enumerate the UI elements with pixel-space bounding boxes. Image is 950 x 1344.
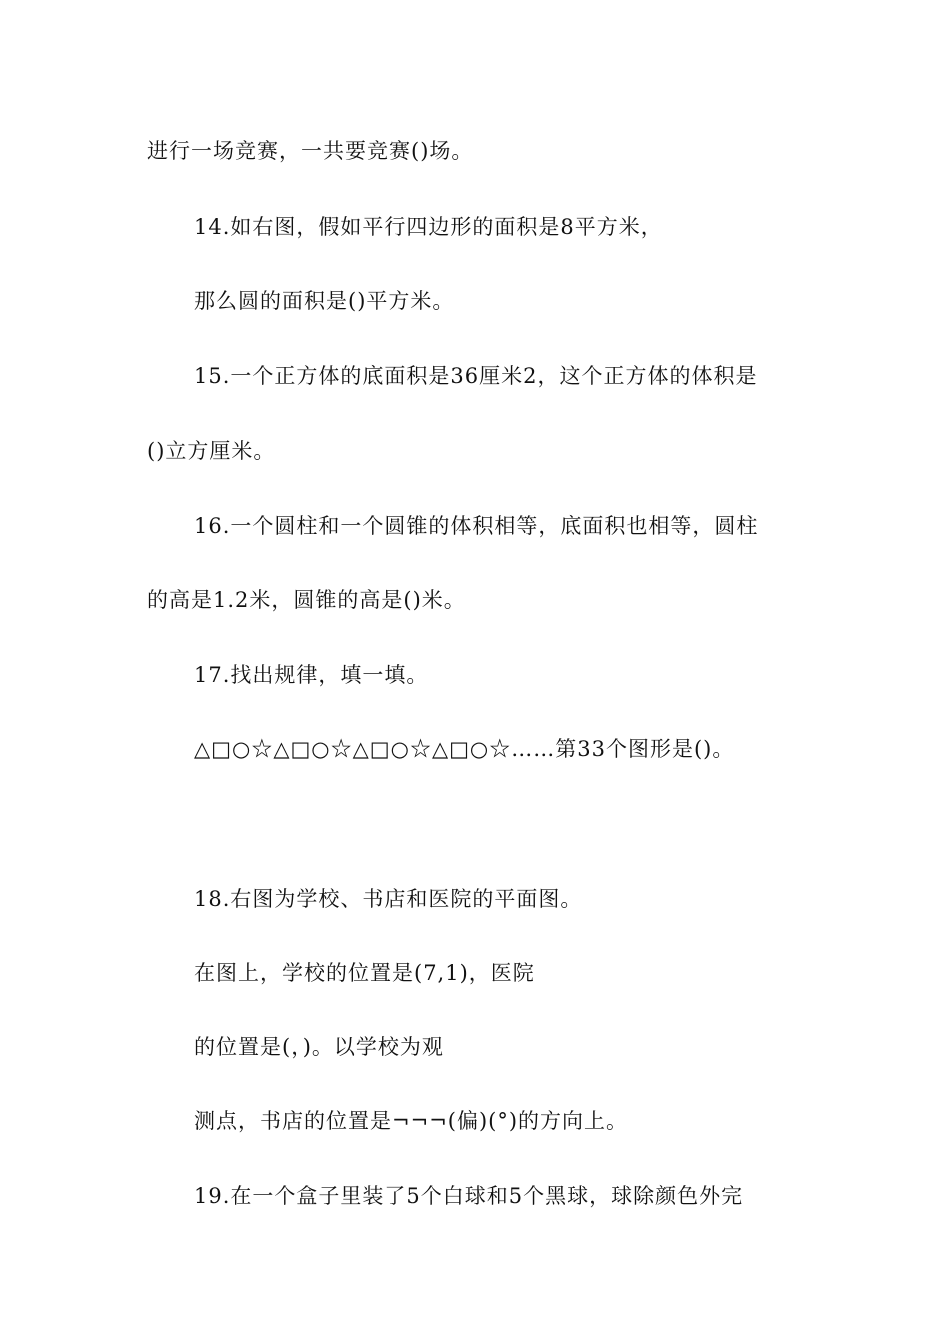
text-line-q15: 15.一个正方体的底面积是36厘米2，这个正方体的体积是: [194, 364, 758, 388]
text-line-q19: 19.在一个盒子里装了5个白球和5个黑球，球除颜色外完: [194, 1184, 744, 1208]
text-line-q18-bookstore-direction: 测点，书店的位置是¬¬¬(偏)(°)的方向上。: [194, 1109, 629, 1133]
text-line-q18-school-position: 在图上，学校的位置是(7,1)，医院: [194, 961, 535, 985]
text-line-q16: 16.一个圆柱和一个圆锥的体积相等，底面积也相等，圆柱: [194, 514, 759, 538]
text-line-q17-pattern: △□○☆△□○☆△□○☆△□○☆……第33个图形是()。: [194, 737, 735, 761]
text-line-q14: 14.如右图，假如平行四边形的面积是8平方米，: [194, 215, 663, 239]
text-line-q17: 17.找出规律，填一填。: [194, 663, 429, 687]
text-line-q18-hospital-position: 的位置是(，)。以学校为观: [194, 1035, 444, 1059]
text-line-q16-continuation: 的高是1.2米，圆锥的高是()米。: [147, 588, 466, 612]
text-line-q13-continuation: 进行一场竞赛，一共要竞赛()场。: [147, 139, 474, 163]
text-line-q18: 18.右图为学校、书店和医院的平面图。: [194, 887, 583, 911]
text-line-q15-continuation: ()立方厘米。: [147, 439, 276, 463]
text-line-q14-continuation: 那么圆的面积是()平方米。: [194, 289, 455, 313]
